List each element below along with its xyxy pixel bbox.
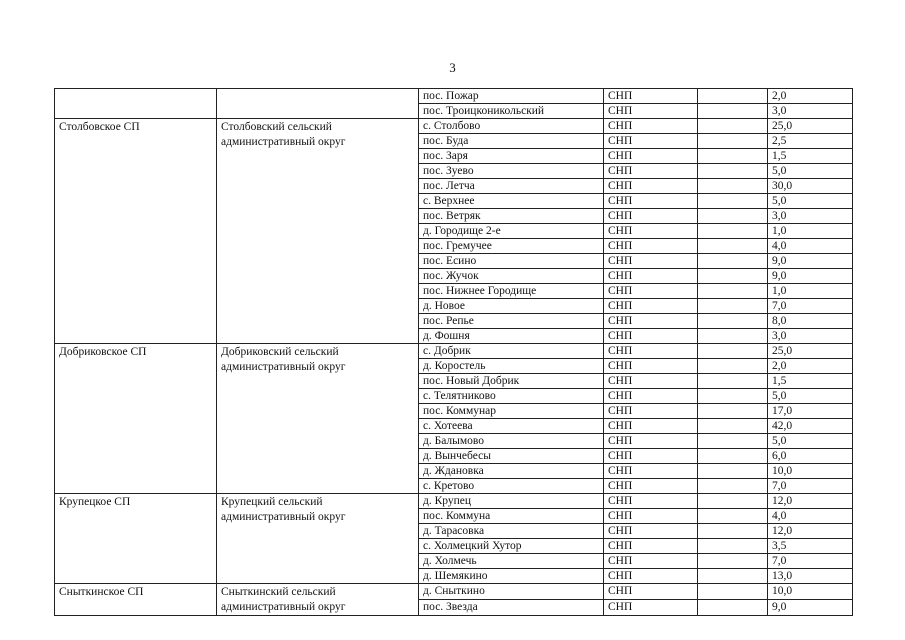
settlement-name-cell: пос. Троицконикольский bbox=[419, 104, 604, 119]
rural-settlement-cell: Сныткинское СП bbox=[55, 584, 217, 616]
settlement-name-cell: пос. Коммуна bbox=[419, 509, 604, 524]
administrative-district-cell: Столбовский сельский административный округ bbox=[217, 119, 419, 344]
value-cell: 4,0 bbox=[768, 239, 853, 254]
value-cell: 7,0 bbox=[768, 554, 853, 569]
settlement-type-cell: СНП bbox=[604, 464, 698, 479]
empty-cell bbox=[698, 554, 768, 569]
rural-settlement-cell: Столбовское СП bbox=[55, 119, 217, 344]
empty-cell bbox=[698, 494, 768, 509]
settlement-name-cell: с. Холмецкий Хутор bbox=[419, 539, 604, 554]
table-row bbox=[55, 119, 853, 134]
settlement-type-cell: СНП bbox=[604, 449, 698, 464]
empty-cell bbox=[698, 344, 768, 359]
settlement-name-cell: с. Столбово bbox=[419, 119, 604, 134]
settlement-type-cell: СНП bbox=[604, 344, 698, 359]
settlement-type-cell: СНП bbox=[604, 164, 698, 179]
empty-cell bbox=[698, 89, 768, 104]
settlement-type-cell: СНП bbox=[604, 329, 698, 344]
empty-cell bbox=[698, 209, 768, 224]
settlement-name-cell: с. Хотеева bbox=[419, 419, 604, 434]
settlement-type-cell: СНП bbox=[604, 419, 698, 434]
settlement-type-cell: СНП bbox=[604, 104, 698, 119]
empty-cell bbox=[698, 359, 768, 374]
empty-cell bbox=[698, 104, 768, 119]
settlement-type-cell: СНП bbox=[604, 179, 698, 194]
settlement-name-cell: д. Ждановка bbox=[419, 464, 604, 479]
value-cell: 3,0 bbox=[768, 329, 853, 344]
rural-settlement-cell: Добриковское СП bbox=[55, 344, 217, 494]
empty-cell bbox=[698, 539, 768, 554]
empty-cell bbox=[698, 239, 768, 254]
empty-cell bbox=[698, 179, 768, 194]
empty-cell bbox=[698, 404, 768, 419]
empty-cell bbox=[698, 434, 768, 449]
settlement-type-cell: СНП bbox=[604, 479, 698, 494]
settlement-name-cell: д. Холмечь bbox=[419, 554, 604, 569]
empty-cell bbox=[698, 419, 768, 434]
settlement-type-cell: СНП bbox=[604, 494, 698, 509]
settlement-name-cell: пос. Гремучее bbox=[419, 239, 604, 254]
settlement-name-cell: пос. Буда bbox=[419, 134, 604, 149]
settlement-type-cell: СНП bbox=[604, 119, 698, 134]
settlement-type-cell: СНП bbox=[604, 134, 698, 149]
settlements-table bbox=[54, 88, 853, 616]
settlement-name-cell: д. Вынчебесы bbox=[419, 449, 604, 464]
administrative-district-cell: Добриковский сельский административный округ bbox=[217, 344, 419, 494]
value-cell: 2,5 bbox=[768, 134, 853, 149]
settlement-name-cell: пос. Репье bbox=[419, 314, 604, 329]
empty-cell bbox=[698, 464, 768, 479]
empty-cell bbox=[698, 194, 768, 209]
settlement-name-cell: пос. Пожар bbox=[419, 89, 604, 104]
value-cell: 17,0 bbox=[768, 404, 853, 419]
settlement-name-cell: пос. Жучок bbox=[419, 269, 604, 284]
settlement-name-cell: д. Фошня bbox=[419, 329, 604, 344]
value-cell: 42,0 bbox=[768, 419, 853, 434]
table-row bbox=[55, 494, 853, 509]
empty-cell bbox=[698, 524, 768, 539]
empty-cell bbox=[698, 600, 768, 616]
empty-cell bbox=[698, 389, 768, 404]
empty-cell bbox=[698, 134, 768, 149]
settlement-name-cell: с. Верхнее bbox=[419, 194, 604, 209]
value-cell: 1,5 bbox=[768, 374, 853, 389]
value-cell: 8,0 bbox=[768, 314, 853, 329]
settlement-name-cell: д. Городище 2-е bbox=[419, 224, 604, 239]
settlement-name-cell: д. Тарасовка bbox=[419, 524, 604, 539]
settlement-type-cell: СНП bbox=[604, 89, 698, 104]
settlement-name-cell: д. Шемякино bbox=[419, 569, 604, 584]
settlements-table-body bbox=[55, 89, 853, 616]
settlement-type-cell: СНП bbox=[604, 359, 698, 374]
settlement-name-cell: пос. Зуево bbox=[419, 164, 604, 179]
settlement-name-cell: пос. Заря bbox=[419, 149, 604, 164]
empty-cell bbox=[698, 164, 768, 179]
settlement-name-cell: пос. Звезда bbox=[419, 600, 604, 616]
settlement-name-cell: д. Крупец bbox=[419, 494, 604, 509]
value-cell: 4,0 bbox=[768, 509, 853, 524]
table-row bbox=[55, 584, 853, 600]
value-cell: 25,0 bbox=[768, 344, 853, 359]
empty-cell bbox=[698, 149, 768, 164]
table-row bbox=[55, 344, 853, 359]
value-cell: 12,0 bbox=[768, 524, 853, 539]
value-cell: 13,0 bbox=[768, 569, 853, 584]
value-cell: 2,0 bbox=[768, 359, 853, 374]
value-cell: 3,5 bbox=[768, 539, 853, 554]
settlement-name-cell: с. Кретово bbox=[419, 479, 604, 494]
settlement-type-cell: СНП bbox=[604, 569, 698, 584]
settlement-type-cell: СНП bbox=[604, 149, 698, 164]
value-cell: 30,0 bbox=[768, 179, 853, 194]
table-row bbox=[55, 89, 853, 104]
settlement-name-cell: д. Новое bbox=[419, 299, 604, 314]
empty-cell bbox=[698, 329, 768, 344]
value-cell: 5,0 bbox=[768, 389, 853, 404]
value-cell: 1,5 bbox=[768, 149, 853, 164]
value-cell: 25,0 bbox=[768, 119, 853, 134]
value-cell: 5,0 bbox=[768, 164, 853, 179]
settlement-type-cell: СНП bbox=[604, 239, 698, 254]
settlement-name-cell: пос. Есино bbox=[419, 254, 604, 269]
administrative-district-cell bbox=[217, 89, 419, 119]
value-cell: 12,0 bbox=[768, 494, 853, 509]
empty-cell bbox=[698, 314, 768, 329]
settlement-type-cell: СНП bbox=[604, 374, 698, 389]
settlement-type-cell: СНП bbox=[604, 254, 698, 269]
settlement-name-cell: пос. Летча bbox=[419, 179, 604, 194]
settlement-type-cell: СНП bbox=[604, 314, 698, 329]
empty-cell bbox=[698, 479, 768, 494]
settlement-type-cell: СНП bbox=[604, 434, 698, 449]
rural-settlement-cell: Крупецкое СП bbox=[55, 494, 217, 584]
settlement-type-cell: СНП bbox=[604, 284, 698, 299]
empty-cell bbox=[698, 374, 768, 389]
empty-cell bbox=[698, 269, 768, 284]
value-cell: 2,0 bbox=[768, 89, 853, 104]
value-cell: 5,0 bbox=[768, 194, 853, 209]
settlement-type-cell: СНП bbox=[604, 389, 698, 404]
value-cell: 7,0 bbox=[768, 299, 853, 314]
empty-cell bbox=[698, 224, 768, 239]
value-cell: 6,0 bbox=[768, 449, 853, 464]
settlement-type-cell: СНП bbox=[604, 600, 698, 616]
settlement-type-cell: СНП bbox=[604, 509, 698, 524]
settlement-name-cell: пос. Коммунар bbox=[419, 404, 604, 419]
settlement-type-cell: СНП bbox=[604, 224, 698, 239]
settlement-type-cell: СНП bbox=[604, 524, 698, 539]
settlement-type-cell: СНП bbox=[604, 404, 698, 419]
value-cell: 3,0 bbox=[768, 104, 853, 119]
empty-cell bbox=[698, 284, 768, 299]
value-cell: 1,0 bbox=[768, 284, 853, 299]
settlement-type-cell: СНП bbox=[604, 269, 698, 284]
empty-cell bbox=[698, 299, 768, 314]
value-cell: 9,0 bbox=[768, 254, 853, 269]
empty-cell bbox=[698, 449, 768, 464]
settlement-name-cell: д. Сныткино bbox=[419, 584, 604, 600]
settlement-type-cell: СНП bbox=[604, 539, 698, 554]
settlement-name-cell: с. Добрик bbox=[419, 344, 604, 359]
settlement-name-cell: пос. Новый Добрик bbox=[419, 374, 604, 389]
empty-cell bbox=[698, 119, 768, 134]
value-cell: 1,0 bbox=[768, 224, 853, 239]
settlement-type-cell: СНП bbox=[604, 194, 698, 209]
rural-settlement-cell bbox=[55, 89, 217, 119]
administrative-district-cell: Крупецкий сельский административный округ bbox=[217, 494, 419, 584]
settlement-name-cell: пос. Ветряк bbox=[419, 209, 604, 224]
empty-cell bbox=[698, 254, 768, 269]
settlement-type-cell: СНП bbox=[604, 209, 698, 224]
settlement-name-cell: д. Балымово bbox=[419, 434, 604, 449]
empty-cell bbox=[698, 569, 768, 584]
page-number: 3 bbox=[449, 60, 456, 75]
settlement-type-cell: СНП bbox=[604, 299, 698, 314]
administrative-district-cell: Сныткинский сельский административный округ bbox=[217, 584, 419, 616]
settlement-name-cell: д. Коростель bbox=[419, 359, 604, 374]
value-cell: 3,0 bbox=[768, 209, 853, 224]
empty-cell bbox=[698, 584, 768, 600]
settlement-name-cell: пос. Нижнее Городище bbox=[419, 284, 604, 299]
value-cell: 10,0 bbox=[768, 464, 853, 479]
value-cell: 9,0 bbox=[768, 269, 853, 284]
settlement-type-cell: СНП bbox=[604, 584, 698, 600]
value-cell: 9,0 bbox=[768, 600, 853, 616]
settlement-name-cell: с. Телятниково bbox=[419, 389, 604, 404]
value-cell: 5,0 bbox=[768, 434, 853, 449]
value-cell: 7,0 bbox=[768, 479, 853, 494]
empty-cell bbox=[698, 509, 768, 524]
settlement-type-cell: СНП bbox=[604, 554, 698, 569]
value-cell: 10,0 bbox=[768, 584, 853, 600]
